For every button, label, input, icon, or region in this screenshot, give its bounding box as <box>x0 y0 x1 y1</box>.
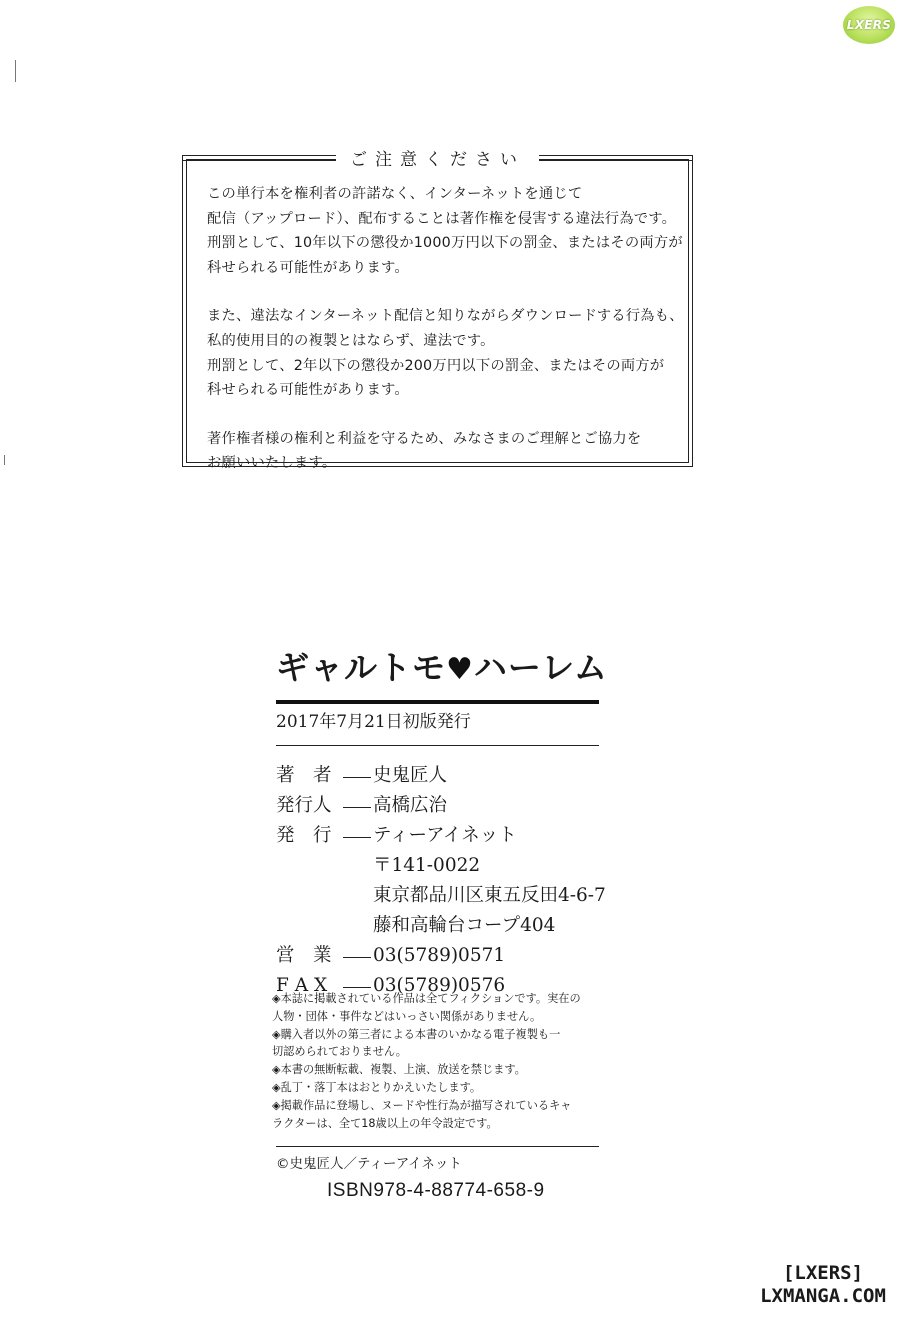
legal-notes <box>272 990 612 1132</box>
publisher-person-name: 高橋広治 <box>373 795 448 816</box>
credit-dash <box>341 821 373 851</box>
legal-note-line: ◈掲載作品に登場し、ヌードや性行為が描写されているキャ <box>272 1098 572 1112</box>
site-logo[interactable] <box>843 6 895 44</box>
postal-code: 〒141-0022 <box>373 855 481 876</box>
book-title-part1: ギャルトモ <box>276 648 446 687</box>
notice-title-bar <box>183 147 692 170</box>
legal-note-line: ◈本誌に掲載されている作品は全てフィクションです。実在の <box>272 992 581 1005</box>
credit-label: 発行人 <box>276 795 332 816</box>
title-rule <box>276 700 599 704</box>
legal-note-line: 切認められておりません。 <box>272 1045 407 1059</box>
credit-label: 発 行 <box>276 825 332 846</box>
site-logo-text: LXERS <box>846 18 892 32</box>
credit-dash <box>341 761 373 791</box>
isbn-number: ISBN978-4-88774-658-9 <box>327 1180 545 1201</box>
site-watermark <box>748 1262 898 1308</box>
notice-line: この単行本を権利者の許諾なく、インターネットを通じて <box>207 186 583 202</box>
scan-speck <box>15 60 16 82</box>
publisher-name: ティーアイネット <box>373 825 517 846</box>
fax-number: 03(5789)0576 <box>373 975 506 996</box>
notice-title-rule-left <box>183 155 336 161</box>
notice-line: 配信（アップロード）、配布することは著作権を侵害する違法行為です。 <box>207 210 677 227</box>
credit-sales <box>276 941 606 971</box>
notes-rule <box>276 1146 599 1147</box>
notice-body <box>207 182 684 476</box>
notice-line: 刑罰として、2年以下の懲役か200万円以下の罰金、またはその両方が <box>207 357 665 374</box>
date-rule <box>276 745 599 746</box>
notice-line: 著作権者様の権利と利益を守るため、みなさまのご理解とご協力を <box>207 430 642 447</box>
notice-line: お願いいたします。 <box>207 455 337 472</box>
sales-phone: 03(5789)0571 <box>373 945 506 966</box>
book-title <box>276 642 606 689</box>
notice-line: 科せられる可能性があります。 <box>207 259 409 276</box>
credit-label: 営 業 <box>276 945 332 966</box>
publication-date: 2017年7月21日初版発行 <box>276 712 471 732</box>
notice-line: 科せられる可能性があります。 <box>207 382 409 399</box>
credits-block <box>276 761 606 1001</box>
notice-title: ご注意ください <box>336 145 539 170</box>
notice-line: 刑罰として、10年以下の懲役か1000万円以下の罰金、またはその両方が <box>207 235 683 252</box>
notice-title-rule-right <box>539 155 692 161</box>
credit-label: 著 者 <box>276 765 332 786</box>
credit-author <box>276 761 606 791</box>
heart-icon: ♥ <box>446 652 474 687</box>
legal-note-line: 人物・団体・事件などはいっさい関係がありません。 <box>272 1009 542 1023</box>
credit-dash <box>341 791 373 821</box>
copyright-line: ©史鬼匠人／ティーアイネット <box>276 1156 462 1172</box>
watermark-line-2: LXMANGA.COM <box>760 1285 886 1307</box>
credit-dash <box>341 941 373 971</box>
legal-note-line: ◈乱丁・落丁本はおとりかえいたします。 <box>272 1080 482 1094</box>
address-line-1: 東京都品川区東五反田4-6-7 <box>373 885 606 906</box>
address-line-2: 藤和高輪台コープ404 <box>373 915 556 936</box>
credit-publisher <box>276 821 606 851</box>
author-name: 史鬼匠人 <box>373 765 448 786</box>
legal-note-line: ラクターは、全て18歳以上の年令設定です。 <box>272 1116 498 1130</box>
notice-line: また、違法なインターネット配信と知りながらダウンロードする行為も、 <box>207 308 684 325</box>
legal-note-line: ◈購入者以外の第三者による本書のいかなる電子複製も一 <box>272 1027 561 1041</box>
credit-publisher-person <box>276 791 606 821</box>
credit-label: F A X <box>276 975 328 996</box>
notice-line: 私的使用目的の複製とはならず、違法です。 <box>207 332 495 349</box>
legal-note-line: ◈本書の無断転載、複製、上演、放送を禁じます。 <box>272 1063 526 1077</box>
copyright-notice-box <box>182 149 693 472</box>
scan-speck <box>4 455 5 465</box>
watermark-line-1: [LXERS] <box>782 1262 864 1284</box>
book-title-part2: ハーレム <box>473 648 608 687</box>
